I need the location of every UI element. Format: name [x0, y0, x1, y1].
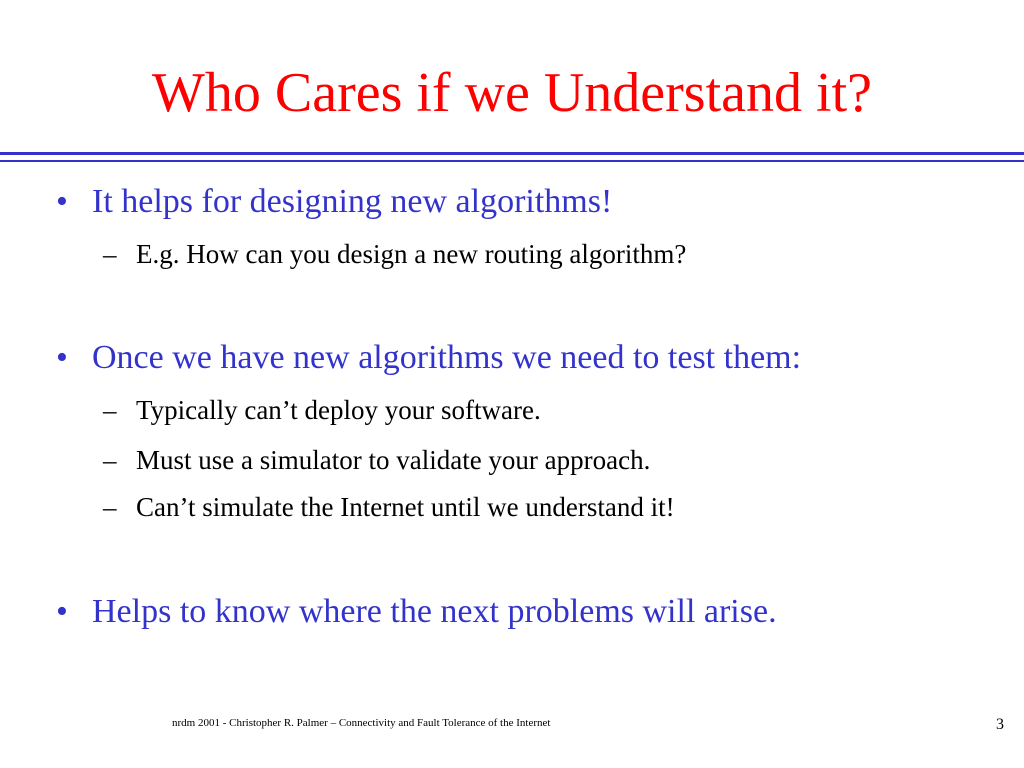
sub-bullet-marker: –	[103, 492, 117, 522]
bullet-item	[56, 338, 801, 378]
slide-footer: nrdm 2001 - Christopher R. Palmer – Connectivity and Fault Tolerance of the Internet	[172, 717, 551, 729]
bullet-text: It helps for designing new algorithms!	[92, 183, 613, 220]
page-number: 3	[996, 716, 1004, 733]
bullet-marker: •	[56, 593, 68, 630]
bullet-item	[56, 592, 777, 632]
sub-bullet-marker: –	[103, 445, 117, 475]
bullet-text: Helps to know where the next problems will arise.	[92, 593, 777, 630]
title-divider-top	[0, 152, 1024, 155]
sub-bullet-item	[103, 394, 541, 426]
sub-bullet-text: Must use a simulator to validate your approach.	[136, 445, 651, 475]
bullet-marker: •	[56, 183, 68, 220]
slide-title: Who Cares if we Understand it?	[152, 62, 872, 124]
sub-bullet-text: Can’t simulate the Internet until we understand it!	[136, 492, 675, 522]
title-divider-bottom	[0, 160, 1024, 162]
sub-bullet-item	[103, 491, 675, 523]
sub-bullet-text: E.g. How can you design a new routing algorithm?	[136, 239, 687, 269]
sub-bullet-marker: –	[103, 395, 117, 425]
bullet-marker: •	[56, 339, 68, 376]
bullet-item	[56, 182, 612, 222]
bullet-text: Once we have new algorithms we need to test them:	[92, 339, 802, 376]
sub-bullet-item	[103, 444, 650, 476]
sub-bullet-marker: –	[103, 239, 117, 269]
sub-bullet-item	[103, 238, 686, 270]
sub-bullet-text: Typically can’t deploy your software.	[136, 395, 541, 425]
